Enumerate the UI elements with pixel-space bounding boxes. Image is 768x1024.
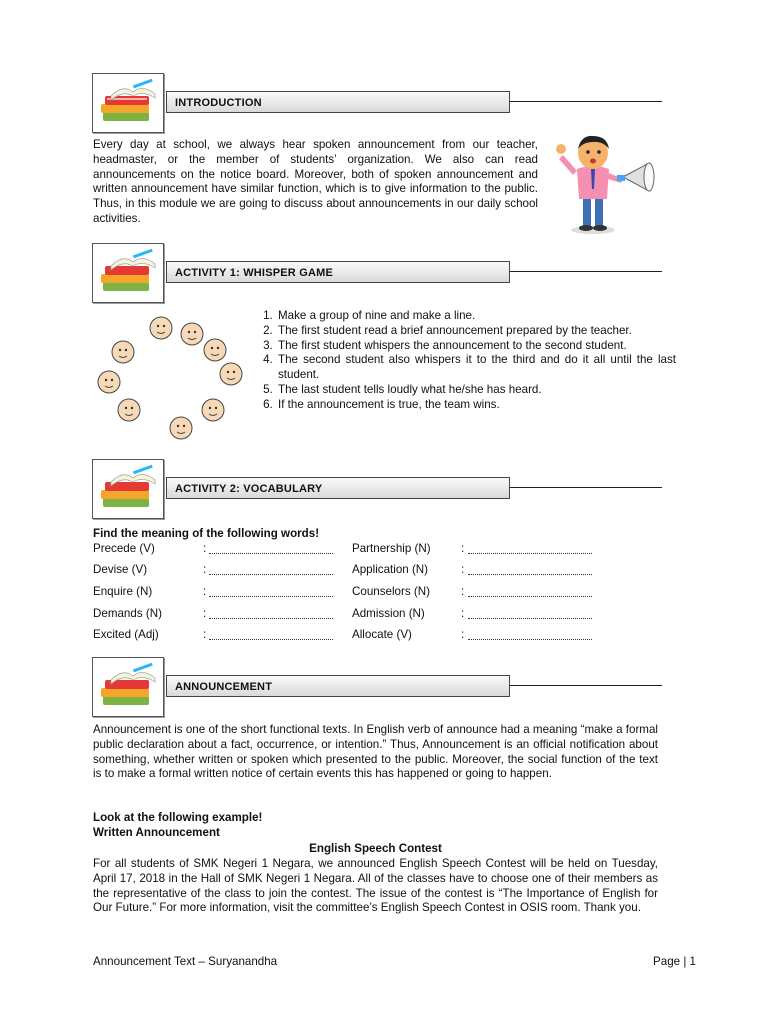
introduction-header <box>92 73 662 135</box>
vocab-row <box>93 628 353 644</box>
footer-left: Announcement Text – Suryanandha <box>93 955 278 968</box>
whisper-game-steps <box>258 309 676 413</box>
vocab-row <box>93 585 353 601</box>
section-title: INTRODUCTION <box>166 91 510 113</box>
whisper-circle-illustration <box>93 312 253 447</box>
vocab-answer-blank[interactable] <box>468 553 592 554</box>
example-title: English Speech Contest <box>309 842 442 855</box>
vocab-answer-blank[interactable] <box>209 639 333 640</box>
vocab-colon: : <box>461 563 465 576</box>
vocab-row <box>352 628 612 644</box>
step-item: 6. If the announcement is true, the team wins. <box>276 398 676 413</box>
written-announcement-label: Written Announcement <box>93 826 220 839</box>
vocab-word: Application (N) <box>352 563 429 576</box>
vocab-row <box>352 563 612 579</box>
activity1-header <box>92 243 662 305</box>
announcement-text: Announcement is one of the short functional texts. In English verb of announce had a meaning “make a formal public declaration about a fact, occurrence, or intention.” Thus, Announcement is an official notification about something, whether written or spoken which presented to the public. Moreover, the social function of the text is to make a formal written notice of certain events this has happened or going to happen. <box>93 723 658 781</box>
step-item: 5. The last student tells loudly what he/she has heard. <box>276 383 676 398</box>
books-icon <box>92 243 164 303</box>
vocab-word: Enquire (N) <box>93 585 153 598</box>
vocab-colon: : <box>203 585 207 598</box>
announcement-header <box>92 657 662 719</box>
vocab-answer-blank[interactable] <box>209 553 333 554</box>
books-icon <box>92 73 164 133</box>
vocab-answer-blank[interactable] <box>209 596 333 597</box>
vocab-word: Counselors (N) <box>352 585 430 598</box>
vocab-colon: : <box>461 628 465 641</box>
vocab-colon: : <box>461 585 465 598</box>
section-title: ACTIVITY 1: WHISPER GAME <box>166 261 510 283</box>
vocab-colon: : <box>461 607 465 620</box>
step-item: 2. The first student read a brief announcement prepared by the teacher. <box>276 324 676 339</box>
books-icon <box>92 657 164 717</box>
vocab-word: Precede (V) <box>93 542 155 555</box>
header-rule <box>510 101 662 102</box>
vocab-answer-blank[interactable] <box>468 596 592 597</box>
vocab-word: Devise (V) <box>93 563 148 576</box>
vocabulary-instruction: Find the meaning of the following words! <box>93 527 320 540</box>
vocab-row <box>352 542 612 558</box>
vocab-colon: : <box>203 628 207 641</box>
step-item: 4. The second student also whispers it to the third and do it all until the last student. <box>276 353 676 383</box>
vocab-colon: : <box>203 607 207 620</box>
example-text: For all students of SMK Negeri 1 Negara, we announced English Speech Contest will be held on Tuesday, April 17, 2018 in the Hall of SMK Negeri 1 Negara. All of the classes have to choose one of their members as the representative of the class to join the contest. The issue of the contest is “The Importance of English for Our Future.” For more information, visit the committee’s English Speech Contest in OSIS room. Thank you. <box>93 857 658 915</box>
vocab-answer-blank[interactable] <box>468 574 592 575</box>
vocab-row <box>93 563 353 579</box>
header-rule <box>510 685 662 686</box>
introduction-text: Every day at school, we always hear spoken announcement from our teacher, headmaster, or the member of students’ organization. We also can read announcements on the notice board. Moreover, both of spoken announcement and written announcement have similar function, which is to give information to the public. Thus, in this module we are going to discuss about announcements in our daily school activities. <box>93 138 538 225</box>
vocab-colon: : <box>203 542 207 555</box>
vocab-word: Demands (N) <box>93 607 162 620</box>
vocab-word: Admission (N) <box>352 607 425 620</box>
vocab-answer-blank[interactable] <box>209 618 333 619</box>
announcer-illustration <box>553 133 668 235</box>
page-number: Page | 1 <box>653 955 696 968</box>
header-rule <box>510 271 662 272</box>
vocab-row <box>93 542 353 558</box>
vocab-answer-blank[interactable] <box>468 618 592 619</box>
vocab-colon: : <box>203 563 207 576</box>
books-icon <box>92 459 164 519</box>
vocab-row <box>93 607 353 623</box>
step-item: 3. The first student whispers the announcement to the second student. <box>276 339 676 354</box>
vocab-colon: : <box>461 542 465 555</box>
section-title: ACTIVITY 2: VOCABULARY <box>166 477 510 499</box>
vocab-row <box>352 585 612 601</box>
step-item: 1. Make a group of nine and make a line. <box>276 309 676 324</box>
vocab-word: Partnership (N) <box>352 542 431 555</box>
section-title: ANNOUNCEMENT <box>166 675 510 697</box>
activity2-header <box>92 459 662 521</box>
vocab-word: Excited (Adj) <box>93 628 159 641</box>
vocab-answer-blank[interactable] <box>209 574 333 575</box>
vocab-word: Allocate (V) <box>352 628 412 641</box>
example-label: Look at the following example! <box>93 811 263 824</box>
vocab-row <box>352 607 612 623</box>
header-rule <box>510 487 662 488</box>
vocab-answer-blank[interactable] <box>468 639 592 640</box>
